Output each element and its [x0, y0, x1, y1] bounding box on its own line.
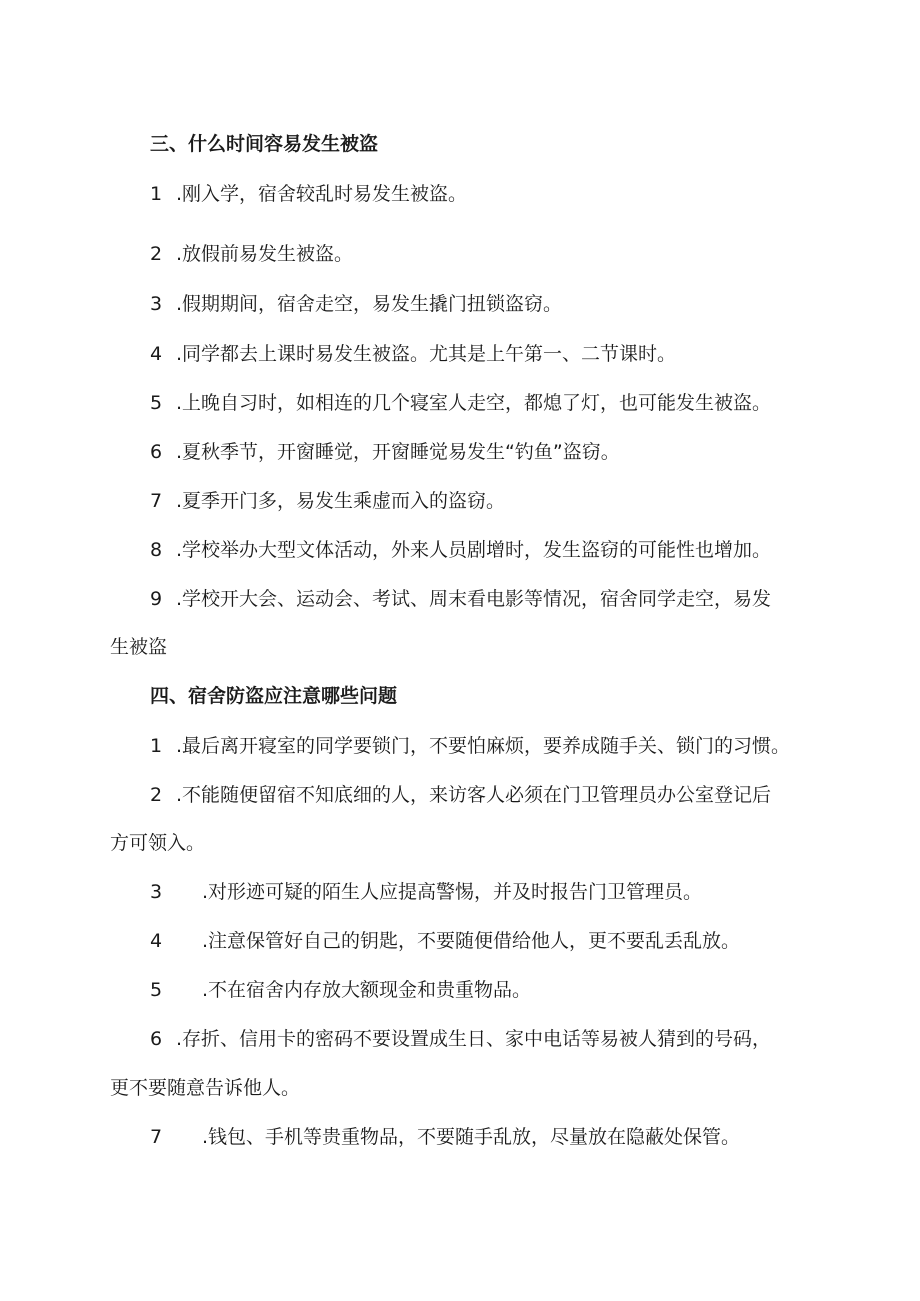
item-text: .夏季开门多，易发生乘虚而入的盗窃。 [176, 490, 506, 512]
section-3-item-1 [150, 181, 467, 207]
item-text: .夏秋季节，开窗睡觉，开窗睡觉易发生“钓鱼”盗窃。 [176, 441, 620, 463]
item-number: 1 [150, 183, 163, 205]
item-text: .放假前易发生被盗。 [176, 243, 354, 265]
item-text: .学校开大会、运动会、考试、周末看电影等情况，宿舍同学走空，易发 [176, 588, 772, 610]
item-number: 5 [150, 392, 163, 414]
section-3-item-9 [150, 586, 771, 612]
section-3-item-7 [150, 488, 505, 514]
section-3-item-5 [150, 390, 771, 416]
section-3-item-3 [150, 291, 562, 317]
item-number: 5 [150, 979, 163, 1001]
section-4-item-2 [150, 782, 771, 808]
section-4-item-5 [150, 977, 531, 1003]
section-4-item-6-continuation: 更不要随意告诉他人。 [110, 1077, 301, 1099]
section-4-item-6 [150, 1026, 771, 1052]
section-3-item-8 [150, 537, 771, 563]
item-number: 3 [150, 293, 163, 315]
item-text: .钱包、手机等贵重物品，不要随手乱放，尽量放在隐蔽处保管。 [202, 1126, 741, 1148]
item-number: 2 [150, 784, 163, 806]
item-number: 4 [150, 343, 163, 365]
section-4-item-2-continuation: 方可领入。 [110, 832, 206, 854]
item-number: 8 [150, 539, 163, 561]
item-text: .假期期间，宿舍走空，易发生撬门扭锁盗窃。 [176, 293, 563, 315]
section-4-item-4 [150, 928, 740, 954]
item-text: .学校举办大型文体活动，外来人员剧增时，发生盗窃的可能性也增加。 [176, 539, 772, 561]
item-text: .最后离开寝室的同学要锁门，不要怕麻烦，要养成随手关、锁门的习惯。 [176, 735, 791, 757]
item-number: 6 [150, 441, 163, 463]
section-3-heading: 三、什么时间容易发生被盗 [150, 133, 379, 155]
section-4-heading: 四、宿舍防盗应注意哪些问题 [150, 685, 398, 707]
item-number: 4 [150, 930, 163, 952]
item-number: 9 [150, 588, 163, 610]
item-text: .对形迹可疑的陌生人应提高警惕，并及时报告门卫管理员。 [202, 881, 703, 903]
item-number: 7 [150, 490, 163, 512]
item-number: 1 [150, 735, 163, 757]
section-3-item-9-continuation: 生被盗 [110, 636, 168, 658]
section-3-item-4 [150, 341, 676, 367]
item-number: 3 [150, 881, 163, 903]
item-text: .刚入学，宿舍较乱时易发生被盗。 [176, 183, 468, 205]
item-text: .不能随便留宿不知底细的人，来访客人必须在门卫管理员办公室登记后 [176, 784, 772, 806]
item-text: .不在宿舍内存放大额现金和贵重物品。 [202, 979, 532, 1001]
section-4-item-3 [150, 879, 702, 905]
section-3-item-2 [150, 241, 353, 267]
section-4-item-1 [150, 733, 790, 759]
item-text: .注意保管好自己的钥匙，不要随便借给他人，更不要乱丢乱放。 [202, 930, 741, 952]
section-3-item-6 [150, 439, 620, 465]
item-text: .同学都去上课时易发生被盗。尤其是上午第一、二节课时。 [176, 343, 677, 365]
item-text: .存折、信用卡的密码不要设置成生日、家中电话等易被人猜到的号码， [176, 1028, 772, 1050]
item-text: .上晚自习时，如相连的几个寝室人走空，都熄了灯，也可能发生被盗。 [176, 392, 772, 414]
item-number: 2 [150, 243, 163, 265]
item-number: 6 [150, 1028, 163, 1050]
item-number: 7 [150, 1126, 163, 1148]
section-4-item-7 [150, 1124, 740, 1150]
